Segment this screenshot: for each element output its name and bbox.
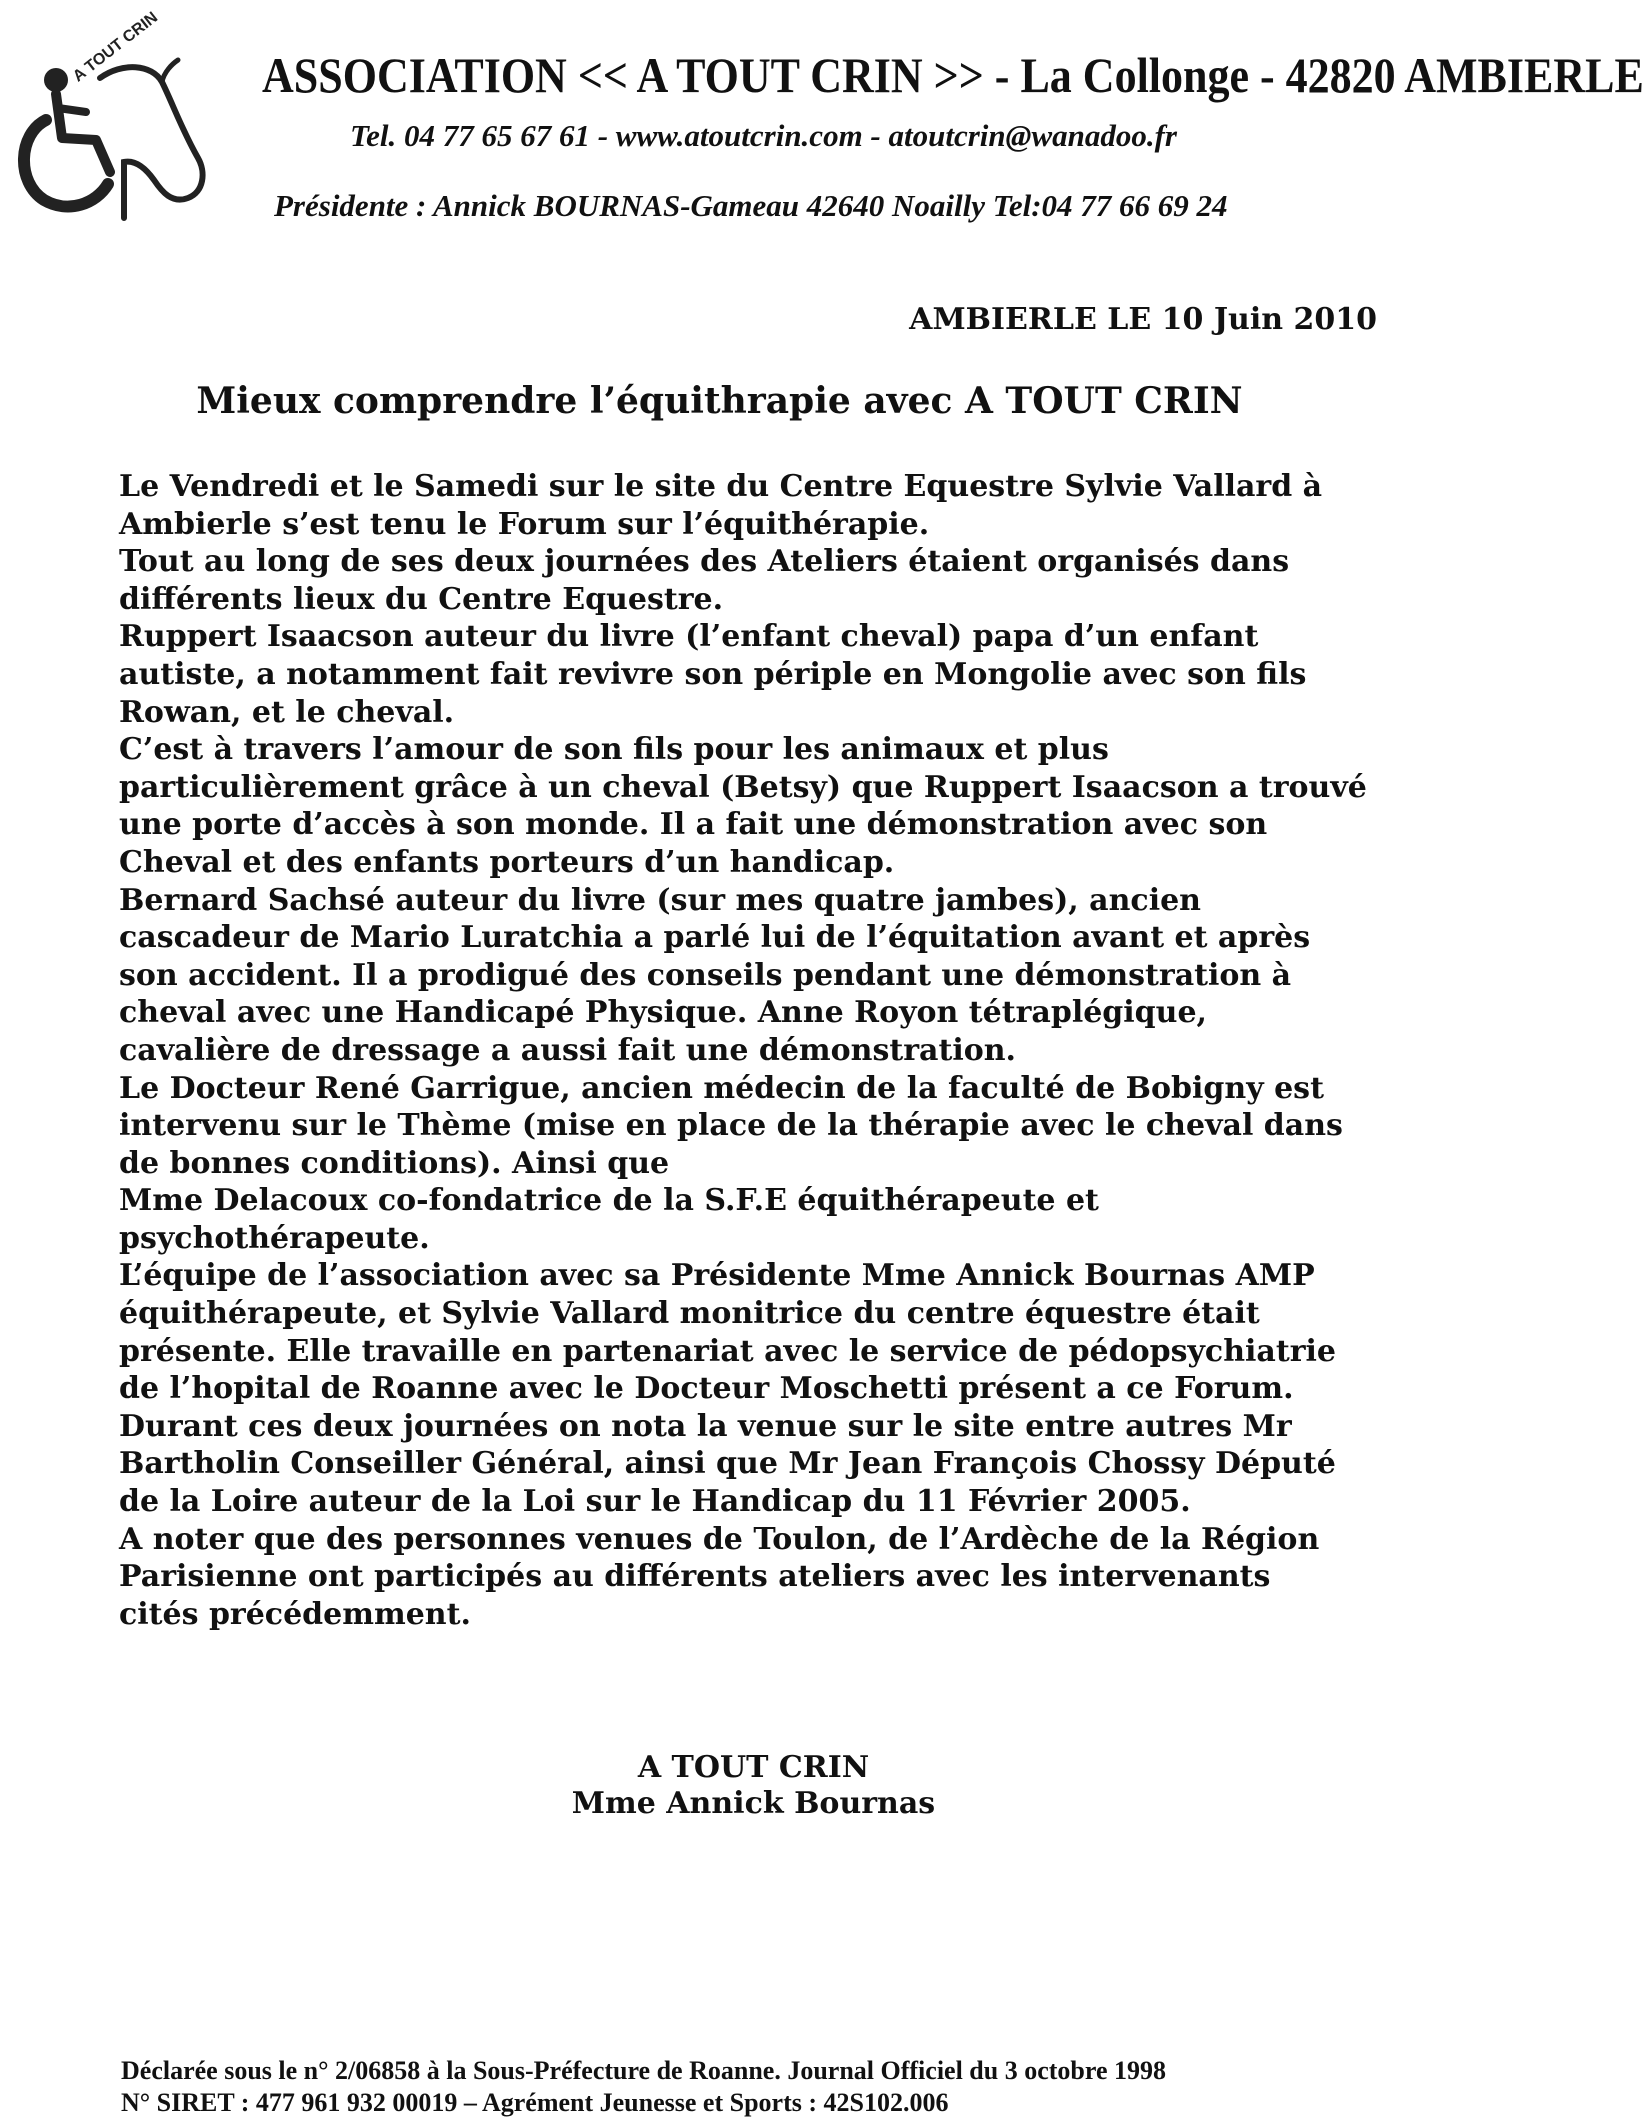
dateline: AMBIERLE LE 10 Juin 2010 [909,302,1377,337]
body-line: différents lieux du Centre Equestre. [119,581,724,617]
footer-siret: N° SIRET : 477 961 932 00019 – Agrément Jeunesse et Sports : 42S102.006 [121,2088,949,2117]
letter-title: Mieux comprendre l’équithrapie avec A TOUT CRIN [196,380,1243,422]
body-line: Ruppert Isaacson auteur du livre (l’enfant cheval) papa d’un enfant [119,619,1259,655]
logo-text: A TOUT CRIN [70,9,162,86]
association-logo [12,9,208,228]
body-line: psychothérapeute. [119,1220,430,1256]
body-line: Bartholin Conseiller Général, ainsi que Mr Jean François Chossy Député [119,1446,1336,1482]
body-line: particulièrement grâce à un cheval (Betsy) que Ruppert Isaacson a trouvé [119,769,1367,805]
signature-org: A TOUT CRIN [637,1750,870,1785]
body-line: Tout au long de ses deux journées des Ateliers étaient organisés dans [119,544,1290,580]
body-line: présente. Elle travaille en partenariat avec le service de pédopsychiatrie [119,1333,1336,1369]
body-line: C’est à travers l’amour de son fils pour les animaux et plus [119,732,1109,768]
body-line: Ambierle s’est tenu le Forum sur l’équithérapie. [119,506,930,542]
body-line: cheval avec une Handicapé Physique. Anne Royon tétraplégique, [119,995,1207,1031]
horse-wheelchair-logo-icon [12,42,208,228]
body-line: A noter que des personnes venues de Toulon, de l’Ardèche de la Région [119,1521,1320,1557]
body-line: Parisienne ont participés au différents ateliers avec les intervenants [119,1559,1271,1595]
letterhead-title: ASSOCIATION << A TOUT CRIN >> - La Collonge - 42820 AMBIERLE [262,47,1644,103]
body-line: équithérapeute, et Sylvie Vallard monitrice du centre équestre était [119,1296,1260,1332]
body-line: Rowan, et le cheval. [119,694,455,730]
body-line: de bonnes conditions). Ainsi que [119,1145,670,1181]
body-line: Mme Delacoux co-fondatrice de la S.F.E équithérapeute et [119,1183,1099,1219]
body-line: Cheval et des enfants porteurs d’un handicap. [119,844,895,880]
body-line: L’équipe de l’association avec sa Présidente Mme Annick Bournas AMP [119,1258,1315,1294]
letterhead-president: Présidente : Annick BOURNAS-Gameau 42640 Noailly Tel:04 77 66 69 24 [274,188,1228,223]
body-line: Durant ces deux journées on nota la venue sur le site entre autres Mr [119,1408,1292,1444]
letter-body [119,468,1409,1633]
footer-registration: Déclarée sous le n° 2/06858 à la Sous-Préfecture de Roanne. Journal Officiel du 3 octobre 1998 [121,2056,1166,2085]
body-line: Le Vendredi et le Samedi sur le site du Centre Equestre Sylvie Vallard à [119,469,1323,504]
body-line: Bernard Sachsé auteur du livre (sur mes quatre jambes), ancien [119,882,1201,918]
body-line: intervenu sur le Thème (mise en place de la thérapie avec le cheval dans [119,1108,1343,1144]
body-line: de la Loire auteur de la Loi sur le Handicap du 11 Février 2005. [119,1484,1191,1520]
letterhead-contact: Tel. 04 77 65 67 61 - www.atoutcrin.com - atoutcrin@wanadoo.fr [350,118,1177,153]
body-line: cascadeur de Mario Luratchia a parlé lui de l’équitation avant et après [119,920,1311,956]
body-line: autiste, a notamment fait revivre son périple en Mongolie avec son fils [119,656,1307,692]
body-line: cavalière de dressage a aussi fait une démonstration. [119,1032,1016,1068]
body-line: cités précédemment. [119,1596,471,1632]
body-line: Le Docteur René Garrigue, ancien médecin de la faculté de Bobigny est [119,1070,1324,1106]
body-line: une porte d’accès à son monde. Il a fait une démonstration avec son [119,807,1268,843]
body-line: de l’hopital de Roanne avec le Docteur Moschetti présent a ce Forum. [119,1371,1294,1407]
signature-name: Mme Annick Bournas [571,1786,936,1821]
body-line: son accident. Il a prodigué des conseils pendant une démonstration à [119,957,1292,993]
